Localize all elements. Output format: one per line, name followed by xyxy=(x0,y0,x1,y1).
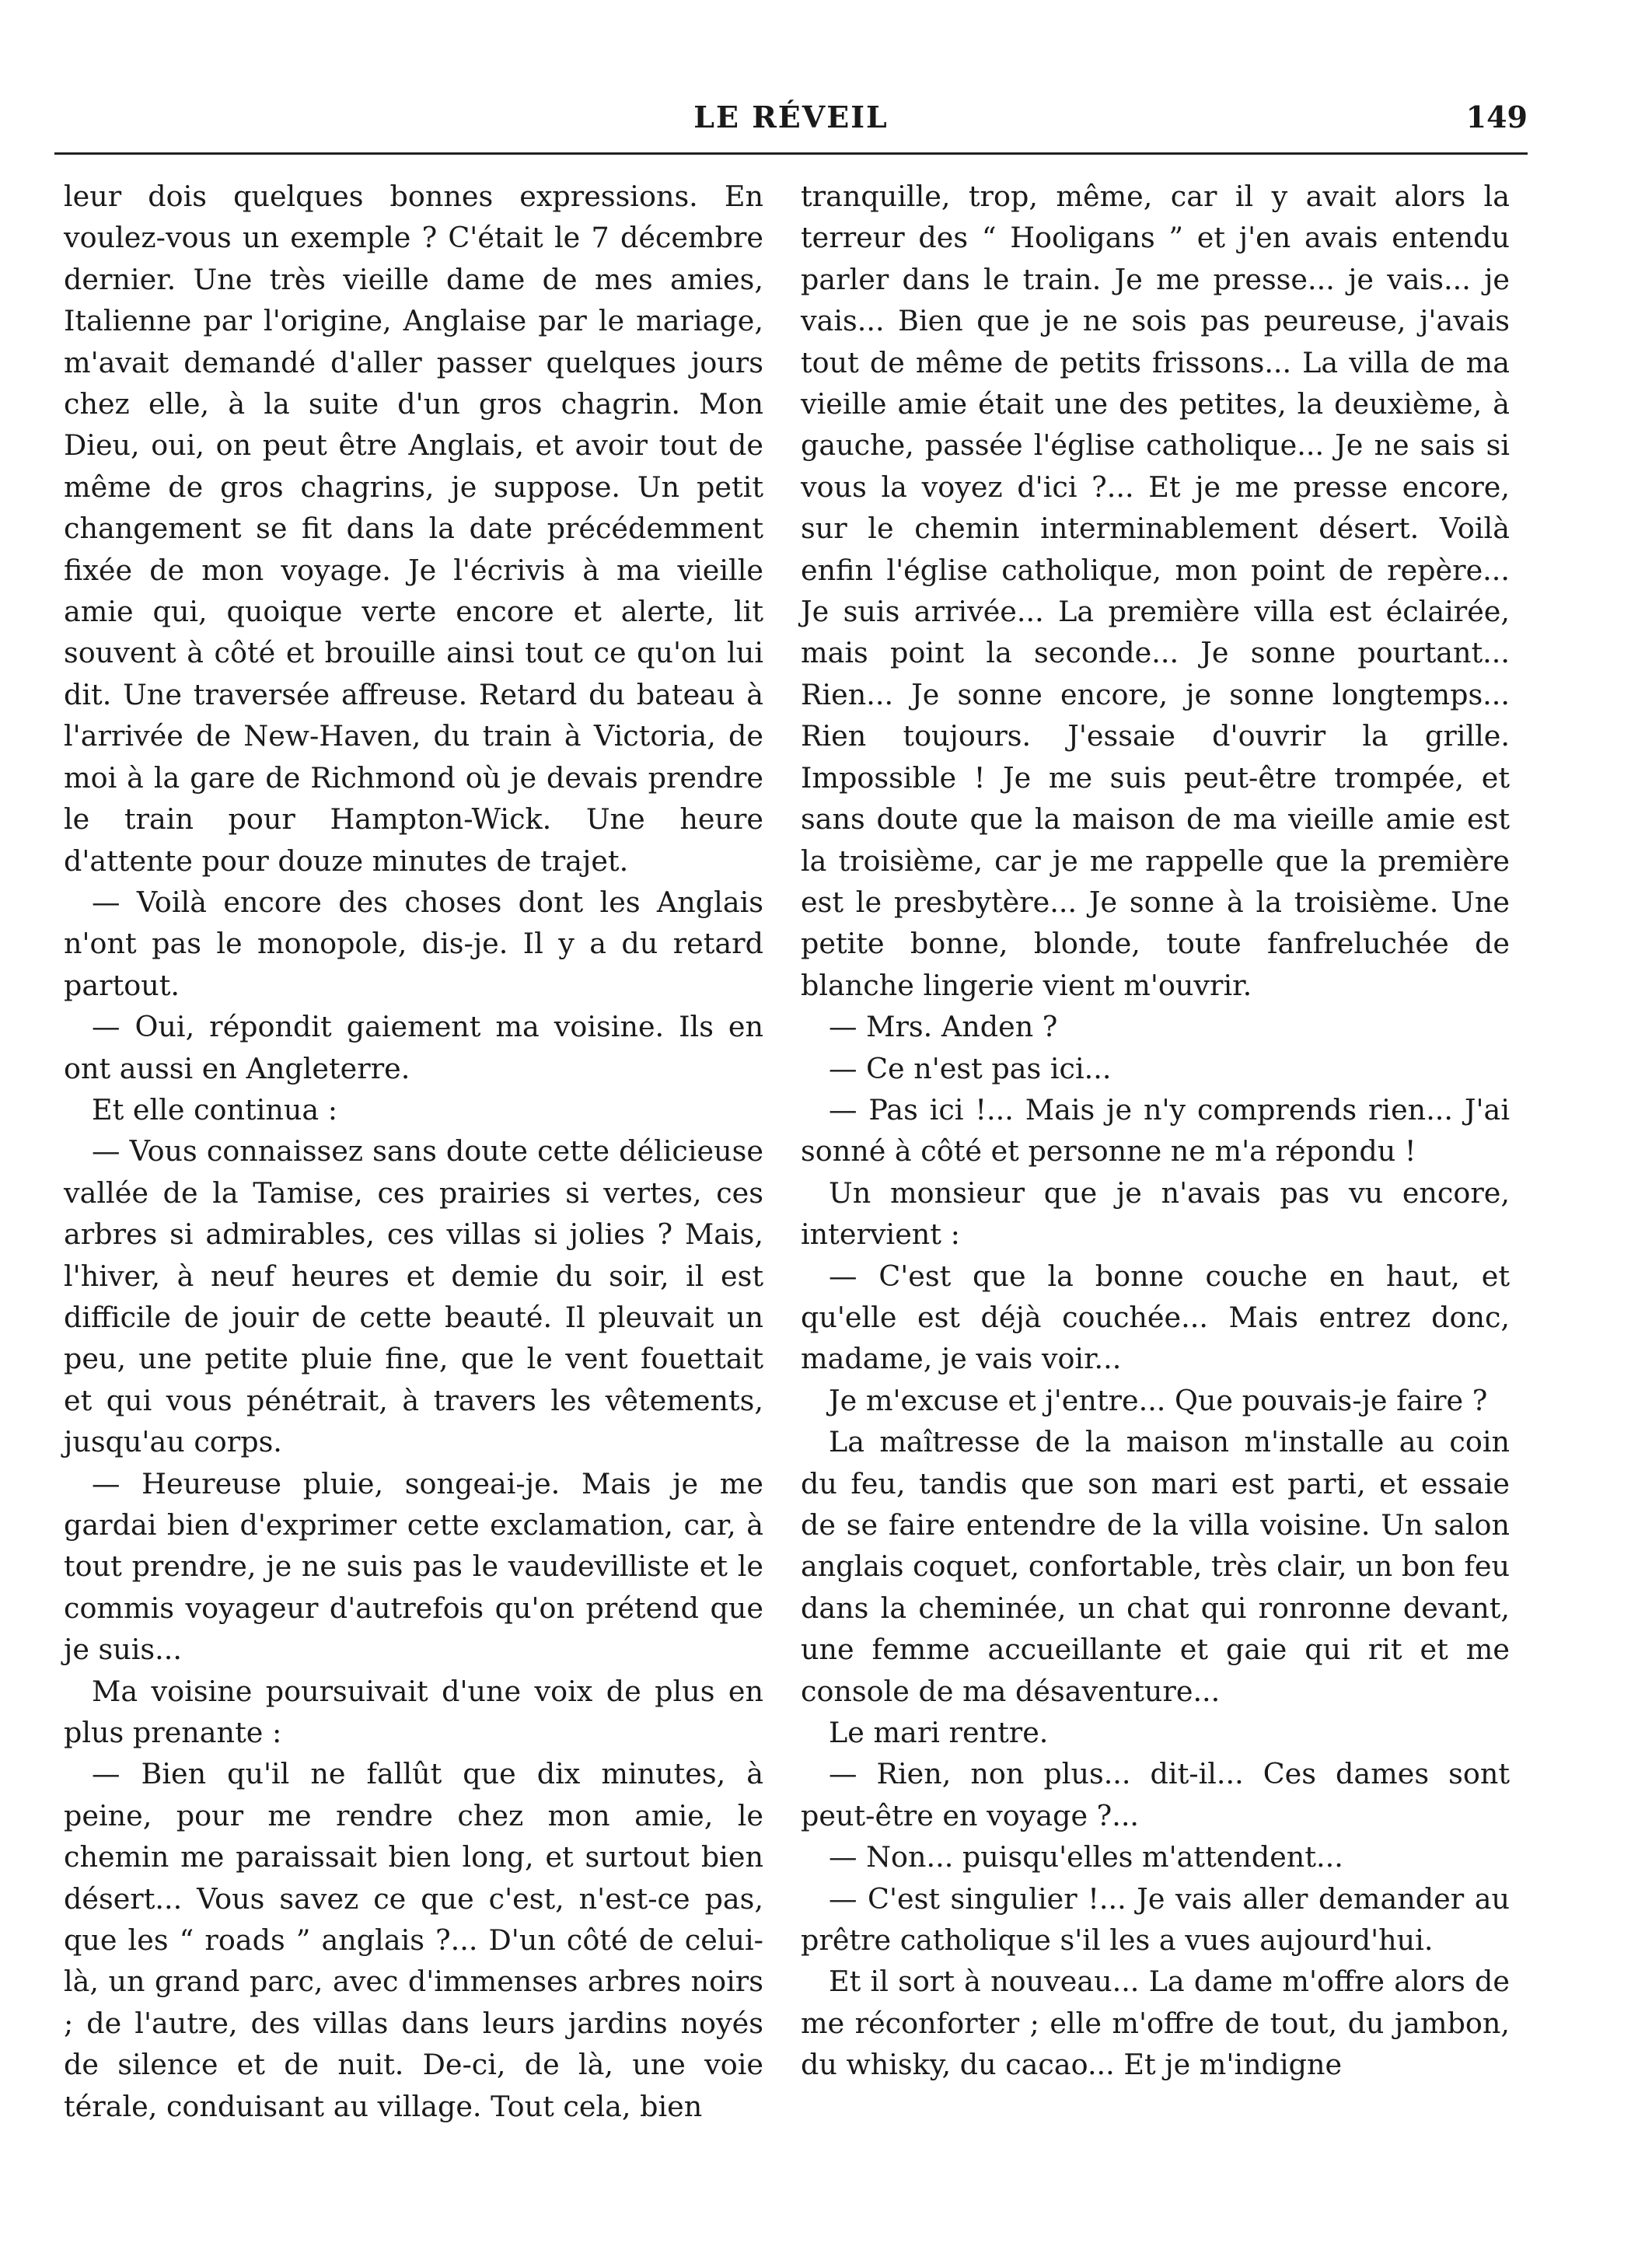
paragraph: La maîtresse de la maison m'installe au coin du feu, tandis que son mari est parti, et essaie de se faire entendre de la villa voisine. Un salon anglais coquet, confortable, très clair, un bon feu dans la cheminée, un chat qui ronronne devant, une femme accueillante et gaie qui rit et me console de ma désaventure... xyxy=(801,1425,1510,1708)
paragraph: — Voilà encore des choses dont les Anglais n'ont pas le monopole, dis-je. Il y a du retard partout. xyxy=(64,885,763,1002)
paragraph: Un monsieur que je n'avais pas vu encore, intervient : xyxy=(801,1175,1510,1252)
paragraph: — Pas ici !... Mais je n'y comprends rien... J'ai sonné à côté et personne ne m'a répondu ! xyxy=(801,1092,1510,1168)
paragraph: — Bien qu'il ne fallût que dix minutes, à peine, pour me rendre chez mon amie, le chemin me paraissait bien long, et surtout bien désert... Vous savez ce que c'est, n'est-ce pas, que les “ roads ” anglais ?... D'un côté de celui-là, un grand parc, avec d'immenses arbres noirs ; de l'autre, des villas dans leurs jardins noyés de silence et de nuit. De-ci, de là, une voie térale, conduisant au village. Tout cela, bien xyxy=(64,1757,763,2123)
paragraph: Ma voisine poursuivait d'une voix de plus en plus prenante : xyxy=(64,1674,763,1750)
paragraph: — Heureuse pluie, songeai-je. Mais je me gardai bien d'exprimer cette exclamation, car, à tout prendre, je ne suis pas le vaudevilliste et le commis voyageur d'autrefois qu'on prétend que je suis... xyxy=(64,1466,763,1667)
paragraph: — C'est singulier !... Je vais aller demander au prêtre catholique s'il les a vues aujourd'hui. xyxy=(801,1881,1510,1958)
paragraph: Et il sort à nouveau... La dame m'offre alors de me réconforter ; elle m'offre de tout, du jambon, du whisky, du cacao... Et je m'indigne xyxy=(801,1965,1510,2082)
paragraph: — Vous connaissez sans doute cette délicieuse vallée de la Tamise, ces prairies si vertes, ces arbres si admirables, ces villas si jolies ? Mais, l'hiver, à neuf heures et demie du soir, il est difficile de jouir de cette beauté. Il pleuvait un peu, une petite pluie fine, que le vent fouettait et qui vous pénétrait, à travers les vêtements, jusqu'au corps. xyxy=(64,1134,763,1459)
paragraph: — Oui, répondit gaiement ma voisine. Ils en ont aussi en Angleterre. xyxy=(64,1010,763,1085)
paragraph: — Rien, non plus... dit-il... Ces dames sont peut-être en voyage ?... xyxy=(801,1757,1510,1832)
paragraph: leur dois quelques bonnes expressions. En voulez-vous un exemple ? C'était le 7 décembre dernier. Une très vieille dame de mes amies, Italienne par l'origine, Anglaise par le mariage, m'avait demandé d'aller passer quelques jours chez elle, à la suite d'un gros chagrin. Mon Dieu, oui, on peut être Anglais, et avoir tout de même de gros chagrins, je suppose. Un petit changement se fit dans la date précédemment fixée de mon voyage. Je l'écrivis à ma vieille amie qui, quoique verte encore et alerte, lit souvent à côté et brouille ainsi tout ce qu'on lui dit. Une traversée affreuse. Retard du bateau à l'arrivée de New-Haven, du train à Victoria, de moi à la gare de Richmond où je devais prendre le train pour Hampton-Wick. Une heure d'attente pour douze minutes de trajet. xyxy=(64,180,763,878)
header-rule xyxy=(54,152,1528,155)
paragraph: — Non... puisqu'elles m'attendent... xyxy=(829,1840,1343,1874)
paragraph: Le mari rentre. xyxy=(829,1716,1049,1750)
paragraph: — Ce n'est pas ici... xyxy=(829,1051,1112,1085)
right-column xyxy=(801,176,1510,2086)
left-column xyxy=(64,176,763,2127)
paragraph: — C'est que la bonne couche en haut, et qu'elle est déjà couchée... Mais entrez donc, madame, je vais voir... xyxy=(801,1259,1510,1376)
page-number: 149 xyxy=(1465,100,1528,134)
paragraph: — Mrs. Anden ? xyxy=(829,1010,1058,1044)
paragraph: tranquille, trop, même, car il y avait alors la terreur des “ Hooligans ” et j'en avais entendu parler dans le train. Je me presse... je vais... je vais... Bien que je ne sois pas peureuse, j'avais tout de même de petits frissons... La villa de ma vieille amie était une des petites, la deuxième, à gauche, passée l'église catholique... Je ne sais si vous la voyez d'ici ?... Et je me presse encore, sur le chemin interminablement désert. Voilà enfin l'église catholique, mon point de repère... Je suis arrivée... La première villa est éclairée, mais point la seconde... Je sonne pourtant... Rien... Je sonne encore, je sonne longtemps... Rien toujours. J'essaie d'ouvrir la grille. Impossible ! Je me suis peut-être trompée, et sans doute que la maison de ma vieille amie est la troisième, car je me rappelle que la première est le presbytère... Je sonne à la troisième. Une petite bonne, blonde, toute fanfreluchée de blanche lingerie vient m'ouvrir. xyxy=(801,180,1510,1002)
page-header xyxy=(54,92,1528,154)
paragraph: Et elle continua : xyxy=(92,1092,338,1126)
running-head: LE RÉVEIL xyxy=(693,100,889,134)
paragraph: Je m'excuse et j'entre... Que pouvais-je faire ? xyxy=(829,1383,1488,1417)
